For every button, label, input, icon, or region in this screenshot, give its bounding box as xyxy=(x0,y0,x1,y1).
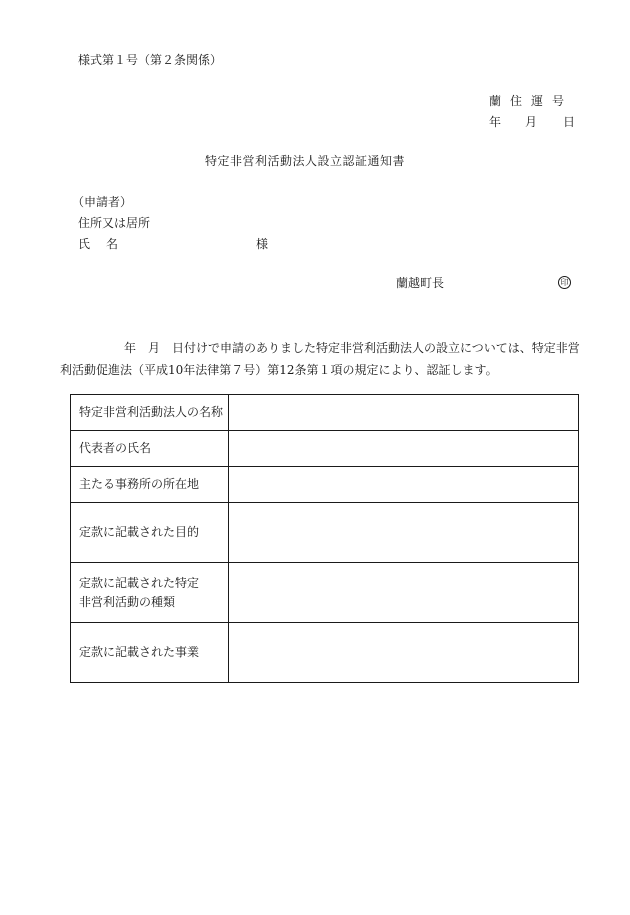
table-row xyxy=(71,563,579,623)
row-value-activity-types[interactable] xyxy=(229,563,579,623)
row-label-activity-types xyxy=(71,563,229,623)
seal-mark: 印 xyxy=(558,276,571,289)
table-row xyxy=(71,395,579,431)
details-table xyxy=(70,394,579,683)
row-value-business[interactable] xyxy=(229,623,579,683)
body-line-1: 年 月 日付けで申請のありました特定非営利活動法人の設立については、特定非営 xyxy=(124,341,580,355)
applicant-heading: （申請者） xyxy=(72,195,133,209)
row-label-representative-name: 代表者の氏名 xyxy=(71,431,229,467)
date-line-day: 日 xyxy=(563,115,576,129)
date-line-year: 年 xyxy=(489,115,502,129)
row-label-office-location: 主たる事務所の所在地 xyxy=(71,467,229,503)
row-label-activity-types-line2: 非営利活動の種類 xyxy=(79,594,176,609)
date-line-month: 月 xyxy=(525,115,538,129)
body-text xyxy=(60,337,580,381)
table-row xyxy=(71,623,579,683)
row-value-purpose[interactable] xyxy=(229,503,579,563)
row-value-representative-name[interactable] xyxy=(229,431,579,467)
row-value-corporation-name[interactable] xyxy=(229,395,579,431)
row-label-activity-types-line1: 定款に記載された特定 xyxy=(79,575,200,590)
honorific: 様 xyxy=(256,237,269,251)
body-line-2: 利活動促進法（平成10年法律第７号）第12条第１項の規定により、認証します。 xyxy=(60,363,498,377)
table-row xyxy=(71,503,579,563)
name-label: 氏名 xyxy=(78,237,135,251)
row-label-corporation-name: 特定非営利活動法人の名称 xyxy=(71,395,229,431)
row-label-purpose: 定款に記載された目的 xyxy=(71,503,229,563)
row-value-office-location[interactable] xyxy=(229,467,579,503)
document-title: 特定非営利活動法人設立認証通知書 xyxy=(205,154,406,168)
issuer-name: 蘭越町長 xyxy=(396,276,445,290)
address-label: 住所又は居所 xyxy=(78,216,151,230)
form-number: 様式第１号（第２条関係） xyxy=(78,53,223,67)
table-row xyxy=(71,467,579,503)
row-label-business: 定款に記載された事業 xyxy=(71,623,229,683)
table-row xyxy=(71,431,579,467)
reference-number: 蘭住運号 xyxy=(489,94,574,108)
